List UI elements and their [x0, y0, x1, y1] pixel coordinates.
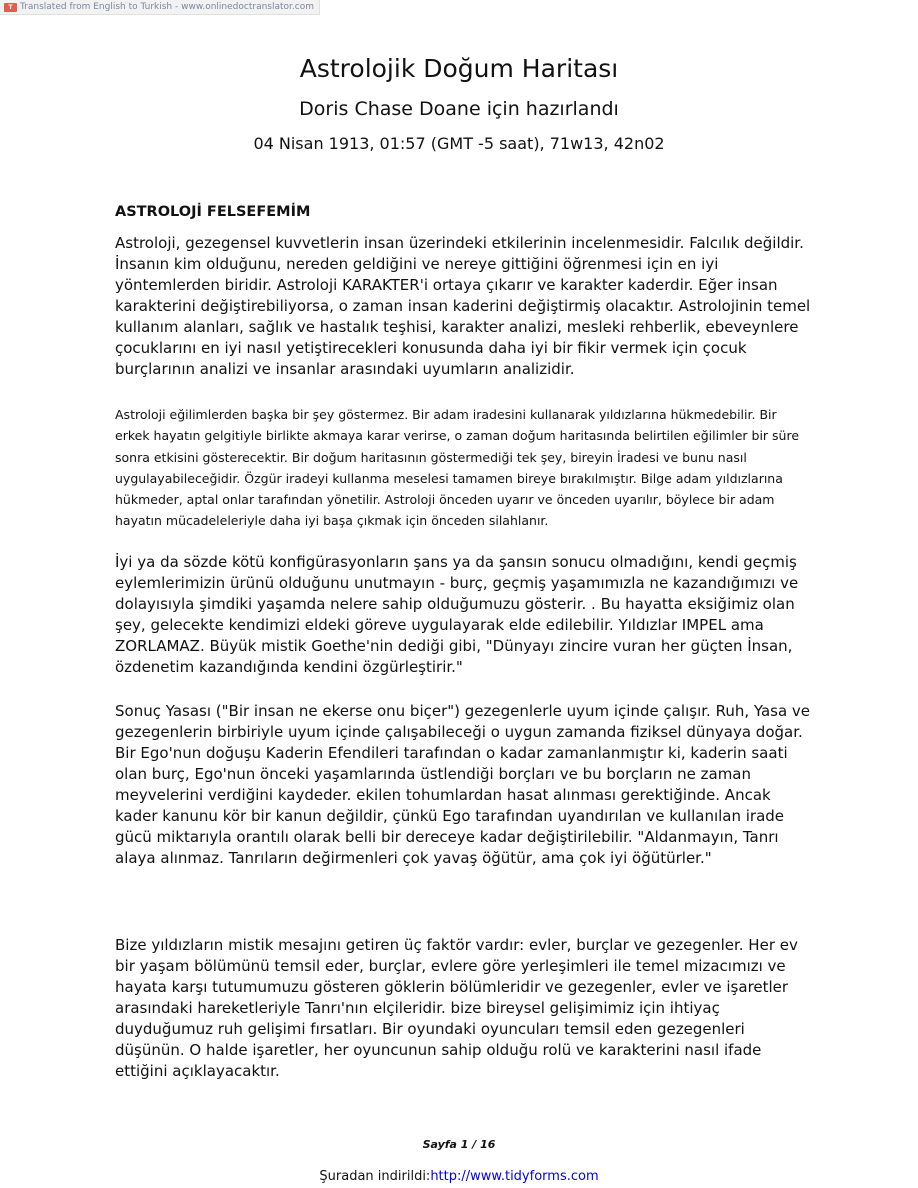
translation-banner-text[interactable]: Translated from English to Turkish - www.onlinedoctranslator.com: [20, 2, 314, 12]
paragraph-1: Astroloji, gezegensel kuvvetlerin insan üzerindeki etkilerinin incelenmesidir. Falcılık değildir. İnsanın kim olduğunu, nereden geldiğini ve nereye gittiğini öğrenmesi için en iyi yöntemlerden biridir. Astroloji KARAKTER'i ortaya çıkarır ve karakter kaderdir. Eğer insan karakterini değiştirebiliyorsa, o zaman insan kaderini değiştirmiş olacaktır. Astrolojinin temel kullanım alanları, sağlık ve hastalık teşhisi, karakter analizi, mesleki rehberlik, ebeveynlere çocuklarını en iyi nasıl yetiştirecekleri konusunda daha iyi bir fikir vermek için çocuk burçlarının analizi ve insanlar arasındaki uyumların analizidir.: [115, 234, 811, 378]
document-translate-icon: T: [4, 3, 17, 12]
source-prefix: Şuradan indirildi:: [319, 1169, 431, 1184]
paragraph-2: Astroloji eğilimlerden başka bir şey göstermez. Bir adam iradesini kullanarak yıldızlarına hükmedebilir. Bir erkek hayatın gelgitiyle birlikte akmaya karar verirse, o zaman doğum haritasında belirtilen eğilimler bir süre sonra etkisini gösterecektir. Bir doğum haritasının göstermediği tek şey, bireyin İradesi ve bunu nasıl uygulayabileceğidir. Özgür iradeyi kullanma meselesi tamamen bireye bırakılmıştır. Bilge adam yıldızlarına hükmeder, aptal onlar tarafından yönetilir. Astroloji önceden uyarır ve önceden uyarılır, böylece bir adam hayatın mücadeleleriyle daha iyi başa çıkmak için önceden silahlanır.: [115, 407, 800, 529]
source-line: [0, 1169, 918, 1184]
page-subtitle: Doris Chase Doane için hazırlandı: [299, 98, 619, 120]
paragraph-3: İyi ya da sözde kötü konfigürasyonların şans ya da şansın sonucu olmadığını, kendi geçmiş eylemlerimizin ürünü olduğunu unutmayın - burç, geçmiş yaşamımızla ne kazandığımızı ve dolayısıyla şimdiki yaşamda nelere sahip olduğumuzu gösterir. . Bu hayatta eksiğimiz olan şey, gelecekte kendimizi eldeki göreve uygulayarak elde edilebilir. Yıldızlar IMPEL ama ZORLAMAZ. Büyük mistik Goethe'nin dediği gibi, "Dünyayı zincire vuran her güçten İnsan, özdenetim kazandığında kendini özgürleştirir.": [115, 553, 799, 676]
birth-data: 04 Nisan 1913, 01:57 (GMT -5 saat), 71w13, 42n02: [253, 134, 665, 153]
translation-banner[interactable]: [0, 0, 320, 15]
section-heading: ASTROLOJİ FELSEFEMİM: [115, 204, 311, 220]
paragraph-4: Sonuç Yasası ("Bir insan ne ekerse onu biçer") gezegenlerle uyum içinde çalışır. Ruh, Yasa ve gezegenlerin birbiriyle uyum içinde çalışabileceği o uygun zamanda fiziksel dünyaya doğar. Bir Ego'nun doğuşu Kaderin Efendileri tarafından o kadar zamanlanmıştır ki, kaderin saati olan burç, Ego'nun önceki yaşamlarında üstlendiği borçları ve bu borçların ne zaman meyvelerini verdiğini kaydeder. ekilen tohumlardan hasat alınması gerektiğinde. Ancak kader kanunu kör bir kanun değildir, çünkü Ego tarafından uyandırılan ve kullanılan irade gücü miktarıyla orantılı olarak belli bir dereceye kadar değiştirilebilir. "Aldanmayın, Tanrı alaya alınmaz. Tanrıların değirmenleri çok yavaş öğütür, ama çok iyi öğütürler.": [115, 702, 811, 867]
source-link[interactable]: http://www.tidyforms.com: [430, 1169, 599, 1184]
page-number: Sayfa 1 / 16: [422, 1138, 496, 1151]
page-title: Astrolojik Doğum Haritası: [299, 54, 619, 83]
paragraph-5: Bize yıldızların mistik mesajını getiren üç faktör vardır: evler, burçlar ve gezegenler. Her ev bir yaşam bölümünü temsil eder, burçlar, evlere göre yerleşimleri ile temel mizacımızı ve hayata karşı tutumumuzu gösteren göklerin bölümleridir ve gezegenler, evler ve işaretler arasındaki hareketleriyle Tanrı'nın elçileridir. bize bireysel gelişimimiz için ihtiyaç duyduğumuz ruh gelişimi fırsatları. Bir oyundaki oyuncuları temsil eden gezegenleri düşünün. O halde işaretler, her oyuncunun sahip olduğu rolü ve karakterini nasıl ifade ettiğini açıklayacaktır.: [115, 936, 798, 1080]
